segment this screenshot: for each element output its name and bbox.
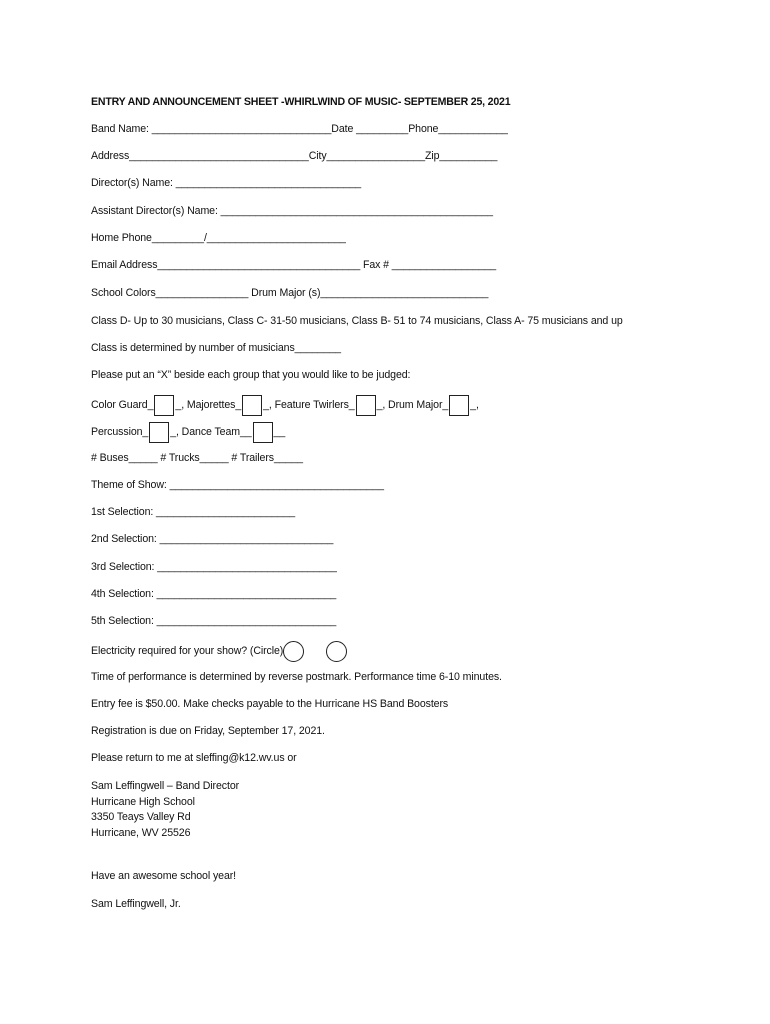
- dance-team-label: _, Dance Team__: [170, 426, 252, 438]
- electricity-no-circle[interactable]: [326, 641, 347, 662]
- selection-4-field[interactable]: 4th Selection: _______________________________: [91, 588, 337, 600]
- entry-fee-text: Entry fee is $50.00. Make checks payable to the Hurricane HS Band Boosters: [91, 698, 449, 710]
- selection-3-field[interactable]: 3rd Selection: _______________________________: [91, 561, 337, 573]
- dance-team-end-label: __: [273, 426, 286, 438]
- selection-1-field[interactable]: 1st Selection: ________________________: [91, 506, 296, 518]
- color-guard-label: Color Guard_: [91, 399, 154, 411]
- email-fax-field[interactable]: Email Address___________________________________ Fax # __________________: [91, 259, 497, 271]
- color-guard-checkbox[interactable]: [154, 395, 174, 416]
- majorettes-checkbox[interactable]: [242, 395, 262, 416]
- theme-field[interactable]: Theme of Show: _____________________________________: [91, 479, 384, 491]
- performance-time-text: Time of performance is determined by reverse postmark. Performance time 6-10 minutes.: [91, 671, 502, 683]
- colors-drum-major-field[interactable]: School Colors________________ Drum Major (s)_____________________________: [91, 287, 489, 299]
- drum-major-end-label: _,: [470, 399, 479, 411]
- percussion-label: Percussion_: [91, 426, 149, 438]
- assistant-directors-field[interactable]: Assistant Director(s) Name: _______________________________________________: [91, 205, 493, 217]
- registration-due-text: Registration is due on Friday, September 17, 2021.: [91, 725, 325, 737]
- class-info-text: Class D- Up to 30 musicians, Class C- 31-50 musicians, Class B- 51 to 74 musicians, Class A- 75 musicians and up: [91, 315, 623, 327]
- dance-team-checkbox[interactable]: [253, 422, 273, 443]
- directors-field[interactable]: Director(s) Name: ________________________________: [91, 177, 362, 189]
- majorettes-label: _, Majorettes_: [175, 399, 242, 411]
- electricity-yes-circle[interactable]: [283, 641, 304, 662]
- feature-twirlers-label: _, Feature Twirlers_: [263, 399, 355, 411]
- document-title: ENTRY AND ANNOUNCEMENT SHEET -WHIRLWIND OF MUSIC- SEPTEMBER 25, 2021: [91, 96, 511, 108]
- class-determined-field[interactable]: Class is determined by number of musicians________: [91, 342, 341, 354]
- home-phone-field[interactable]: Home Phone_________/________________________: [91, 232, 346, 244]
- selection-5-field[interactable]: 5th Selection: _______________________________: [91, 615, 337, 627]
- electricity-row: [91, 641, 347, 662]
- percussion-checkbox[interactable]: [149, 422, 169, 443]
- closing-text: Have an awesome school year!: [91, 870, 237, 882]
- group-row-1: [91, 395, 479, 416]
- drum-major-label: _, Drum Major_: [376, 399, 449, 411]
- contact-line-1: Sam Leffingwell – Band Director: [91, 780, 240, 792]
- contact-line-3: 3350 Teays Valley Rd: [91, 811, 191, 823]
- group-row-2: [91, 422, 285, 443]
- return-to-text: Please return to me at sleffing@k12.wv.us or: [91, 752, 297, 764]
- address-field[interactable]: Address_______________________________City_________________Zip__________: [91, 150, 498, 162]
- drum-major-checkbox[interactable]: [449, 395, 469, 416]
- selection-2-field[interactable]: 2nd Selection: ______________________________: [91, 533, 334, 545]
- contact-line-2: Hurricane High School: [91, 796, 195, 808]
- signature-text: Sam Leffingwell, Jr.: [91, 898, 181, 910]
- band-name-field[interactable]: Band Name: _______________________________Date _________Phone____________: [91, 123, 508, 135]
- contact-line-4: Hurricane, WV 25526: [91, 827, 191, 839]
- judge-instruction-text: Please put an “X” beside each group that you would like to be judged:: [91, 369, 411, 381]
- feature-twirlers-checkbox[interactable]: [356, 395, 376, 416]
- electricity-question: Electricity required for your show? (Circle): [91, 645, 284, 657]
- vehicles-field[interactable]: # Buses_____ # Trucks_____ # Trailers_____: [91, 452, 303, 464]
